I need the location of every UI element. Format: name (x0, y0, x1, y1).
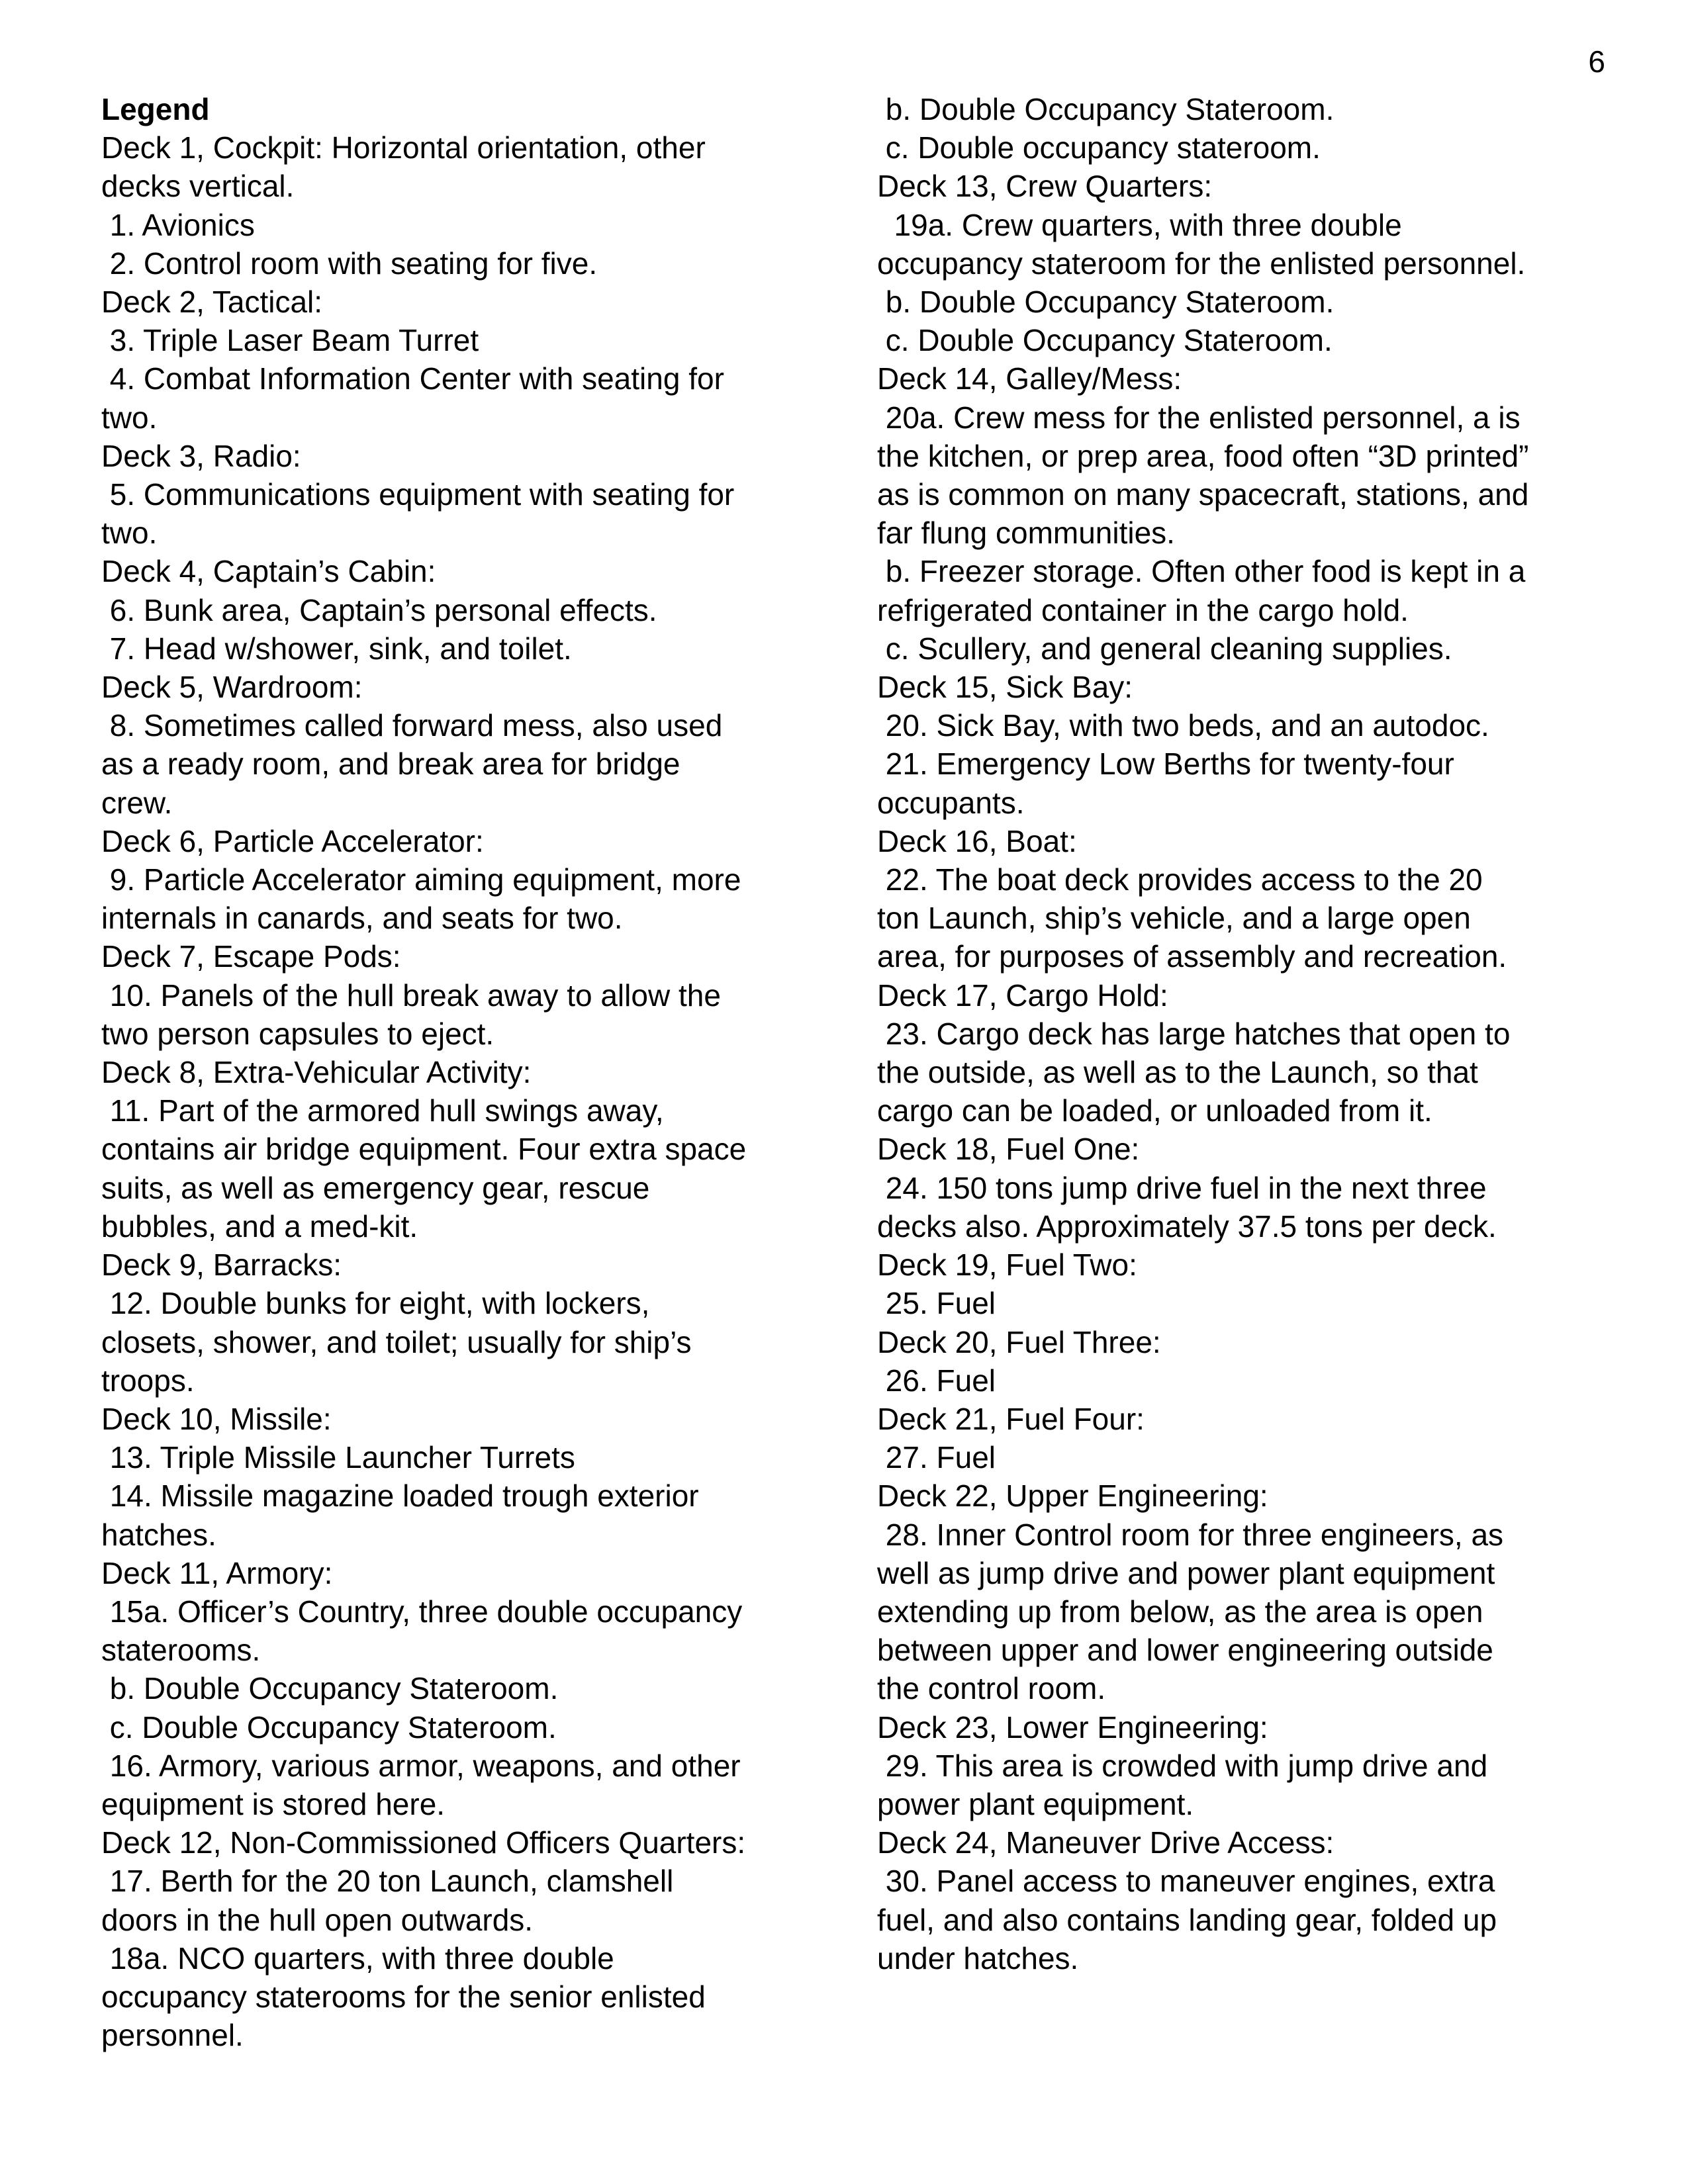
text-line: fuel, and also contains landing gear, folded up (877, 1902, 1497, 1937)
text-line: 20. Sick Bay, with two beds, and an autodoc. (877, 708, 1489, 743)
text-line: Deck 6, Particle Accelerator: (101, 823, 484, 858)
text-line: occupancy staterooms for the senior enlisted (101, 1979, 706, 2014)
text-line: closets, shower, and toilet; usually for ship’s (101, 1324, 692, 1359)
text-line: Deck 9, Barracks: (101, 1248, 342, 1283)
text-line: Deck 4, Captain’s Cabin: (101, 554, 436, 589)
text-line: doors in the hull open outwards. (101, 1902, 534, 1937)
text-line: well as jump drive and power plant equipment (877, 1555, 1495, 1590)
text-line: area, for purposes of assembly and recreation. (877, 939, 1507, 974)
text-line: Deck 2, Tactical: (101, 285, 323, 320)
text-line: decks also. Approximately 37.5 tons per deck. (877, 1208, 1497, 1244)
text-line: 20a. Crew mess for the enlisted personnel, a is (877, 400, 1521, 435)
text-line: occupancy stateroom for the enlisted personnel. (877, 246, 1526, 281)
text-line: extending up from below, as the area is open (877, 1594, 1483, 1629)
text-line: Deck 12, Non-Commissioned Officers Quarters: (101, 1825, 746, 1860)
text-line: b. Double Occupancy Stateroom. (101, 1671, 559, 1706)
text-line: internals in canards, and seats for two. (101, 901, 623, 936)
text-line: 4. Combat Information Center with seating for (101, 361, 724, 396)
text-line: occupants. (877, 785, 1025, 820)
text-line: decks vertical. (101, 169, 295, 204)
text-line: 30. Panel access to maneuver engines, extra (877, 1864, 1495, 1899)
text-line: contains air bridge equipment. Four extra space (101, 1132, 747, 1167)
text-line: Deck 24, Maneuver Drive Access: (877, 1825, 1335, 1860)
text-line: two. (101, 516, 158, 551)
legend-heading: Legend (101, 92, 210, 126)
text-line: 29. This area is crowded with jump drive and (877, 1748, 1488, 1783)
text-line: Deck 23, Lower Engineering: (877, 1709, 1268, 1745)
text-line: 14. Missile magazine loaded trough exterior (101, 1479, 699, 1514)
text-line: power plant equipment. (877, 1786, 1194, 1821)
text-line: Deck 19, Fuel Two: (877, 1248, 1137, 1283)
legend-left-lines (101, 128, 876, 2054)
text-line: cargo can be loaded, or unloaded from it. (877, 1093, 1432, 1128)
text-line: c. Double Occupancy Stateroom. (101, 1709, 557, 1745)
text-line: Deck 13, Crew Quarters: (877, 169, 1213, 204)
text-line: 1. Avionics (101, 207, 255, 242)
text-line: 28. Inner Control room for three engineers, as (877, 1517, 1504, 1552)
legend-column-left (101, 90, 876, 2054)
text-line: 15a. Officer’s Country, three double occupancy (101, 1594, 743, 1629)
text-line: b. Freezer storage. Often other food is kept in a (877, 554, 1526, 589)
text-line: 12. Double bunks for eight, with lockers, (101, 1286, 650, 1321)
text-line: Deck 22, Upper Engineering: (877, 1479, 1268, 1514)
text-line: two. (101, 400, 158, 435)
text-line: hatches. (101, 1517, 216, 1552)
text-line: c. Double Occupancy Stateroom. (877, 323, 1333, 358)
text-line: suits, as well as emergency gear, rescue (101, 1170, 650, 1205)
text-line: the kitchen, or prep area, food often “3D printed” (877, 438, 1529, 473)
text-line: Deck 21, Fuel Four: (877, 1401, 1145, 1436)
text-line: Deck 8, Extra-Vehicular Activity: (101, 1055, 532, 1090)
text-line: c. Double occupancy stateroom. (877, 130, 1321, 165)
text-line: the control room. (877, 1671, 1106, 1706)
text-line: 5. Communications equipment with seating for (101, 477, 735, 512)
text-line: Deck 14, Galley/Mess: (877, 361, 1182, 396)
text-line: Deck 3, Radio: (101, 438, 301, 473)
text-line: 18a. NCO quarters, with three double (101, 1940, 614, 1976)
text-line: 11. Part of the armored hull swings away, (101, 1093, 664, 1128)
text-line: Deck 7, Escape Pods: (101, 939, 401, 974)
text-line: Deck 16, Boat: (877, 823, 1077, 858)
text-line: two person capsules to eject. (101, 1016, 494, 1051)
text-line: under hatches. (877, 1940, 1079, 1976)
text-line: Deck 15, Sick Bay: (877, 670, 1133, 705)
text-line: 19a. Crew quarters, with three double (877, 207, 1402, 242)
text-line: 8. Sometimes called forward mess, also used (101, 708, 723, 743)
text-line: Deck 20, Fuel Three: (877, 1324, 1161, 1359)
text-line: the outside, as well as to the Launch, so that (877, 1055, 1478, 1090)
text-line: 21. Emergency Low Berths for twenty-four (877, 747, 1454, 782)
text-line: as a ready room, and break area for bridge (101, 747, 680, 782)
text-line: 26. Fuel (877, 1363, 996, 1398)
text-line: refrigerated container in the cargo hold. (877, 592, 1409, 627)
text-line: c. Scullery, and general cleaning supplies. (877, 631, 1452, 666)
text-line: as is common on many spacecraft, stations, and (877, 477, 1529, 512)
text-line: 27. Fuel (877, 1440, 996, 1475)
text-line: 2. Control room with seating for five. (101, 246, 598, 281)
text-line: personnel. (101, 2018, 244, 2053)
text-line: equipment is stored here. (101, 1786, 445, 1821)
text-line: staterooms. (101, 1633, 261, 1668)
text-line: b. Double Occupancy Stateroom. (877, 92, 1335, 126)
text-line: b. Double Occupancy Stateroom. (877, 285, 1335, 320)
legend-right-lines (877, 90, 1612, 1978)
text-line: 24. 150 tons jump drive fuel in the next three (877, 1170, 1487, 1205)
page-number: 6 (1588, 44, 1605, 79)
text-line: far flung communities. (877, 516, 1175, 551)
text-line: troops. (101, 1363, 195, 1398)
text-line: 25. Fuel (877, 1286, 996, 1321)
text-line: 16. Armory, various armor, weapons, and other (101, 1748, 741, 1783)
text-line: 7. Head w/shower, sink, and toilet. (101, 631, 572, 666)
text-line: crew. (101, 785, 173, 820)
text-line: Deck 17, Cargo Hold: (877, 978, 1168, 1013)
text-line: Deck 1, Cockpit: Horizontal orientation, other (101, 130, 706, 165)
text-line: 6. Bunk area, Captain’s personal effects. (101, 592, 657, 627)
text-line: Deck 11, Armory: (101, 1555, 333, 1590)
text-line: 10. Panels of the hull break away to allow the (101, 978, 721, 1013)
text-line: 13. Triple Missile Launcher Turrets (101, 1440, 575, 1475)
text-line: 9. Particle Accelerator aiming equipment, more (101, 862, 741, 897)
text-line: 23. Cargo deck has large hatches that open to (877, 1016, 1511, 1051)
text-line: Deck 5, Wardroom: (101, 670, 363, 705)
text-line: 22. The boat deck provides access to the 20 (877, 862, 1483, 897)
text-line: 17. Berth for the 20 ton Launch, clamshell (101, 1864, 674, 1899)
text-line: Deck 10, Missile: (101, 1401, 332, 1436)
text-line: bubbles, and a med-kit. (101, 1208, 418, 1244)
text-line: between upper and lower engineering outside (877, 1633, 1493, 1668)
legend-column-right (877, 90, 1612, 1978)
text-line: 3. Triple Laser Beam Turret (101, 323, 479, 358)
text-line: ton Launch, ship’s vehicle, and a large open (877, 901, 1471, 936)
text-line: Deck 18, Fuel One: (877, 1132, 1140, 1167)
